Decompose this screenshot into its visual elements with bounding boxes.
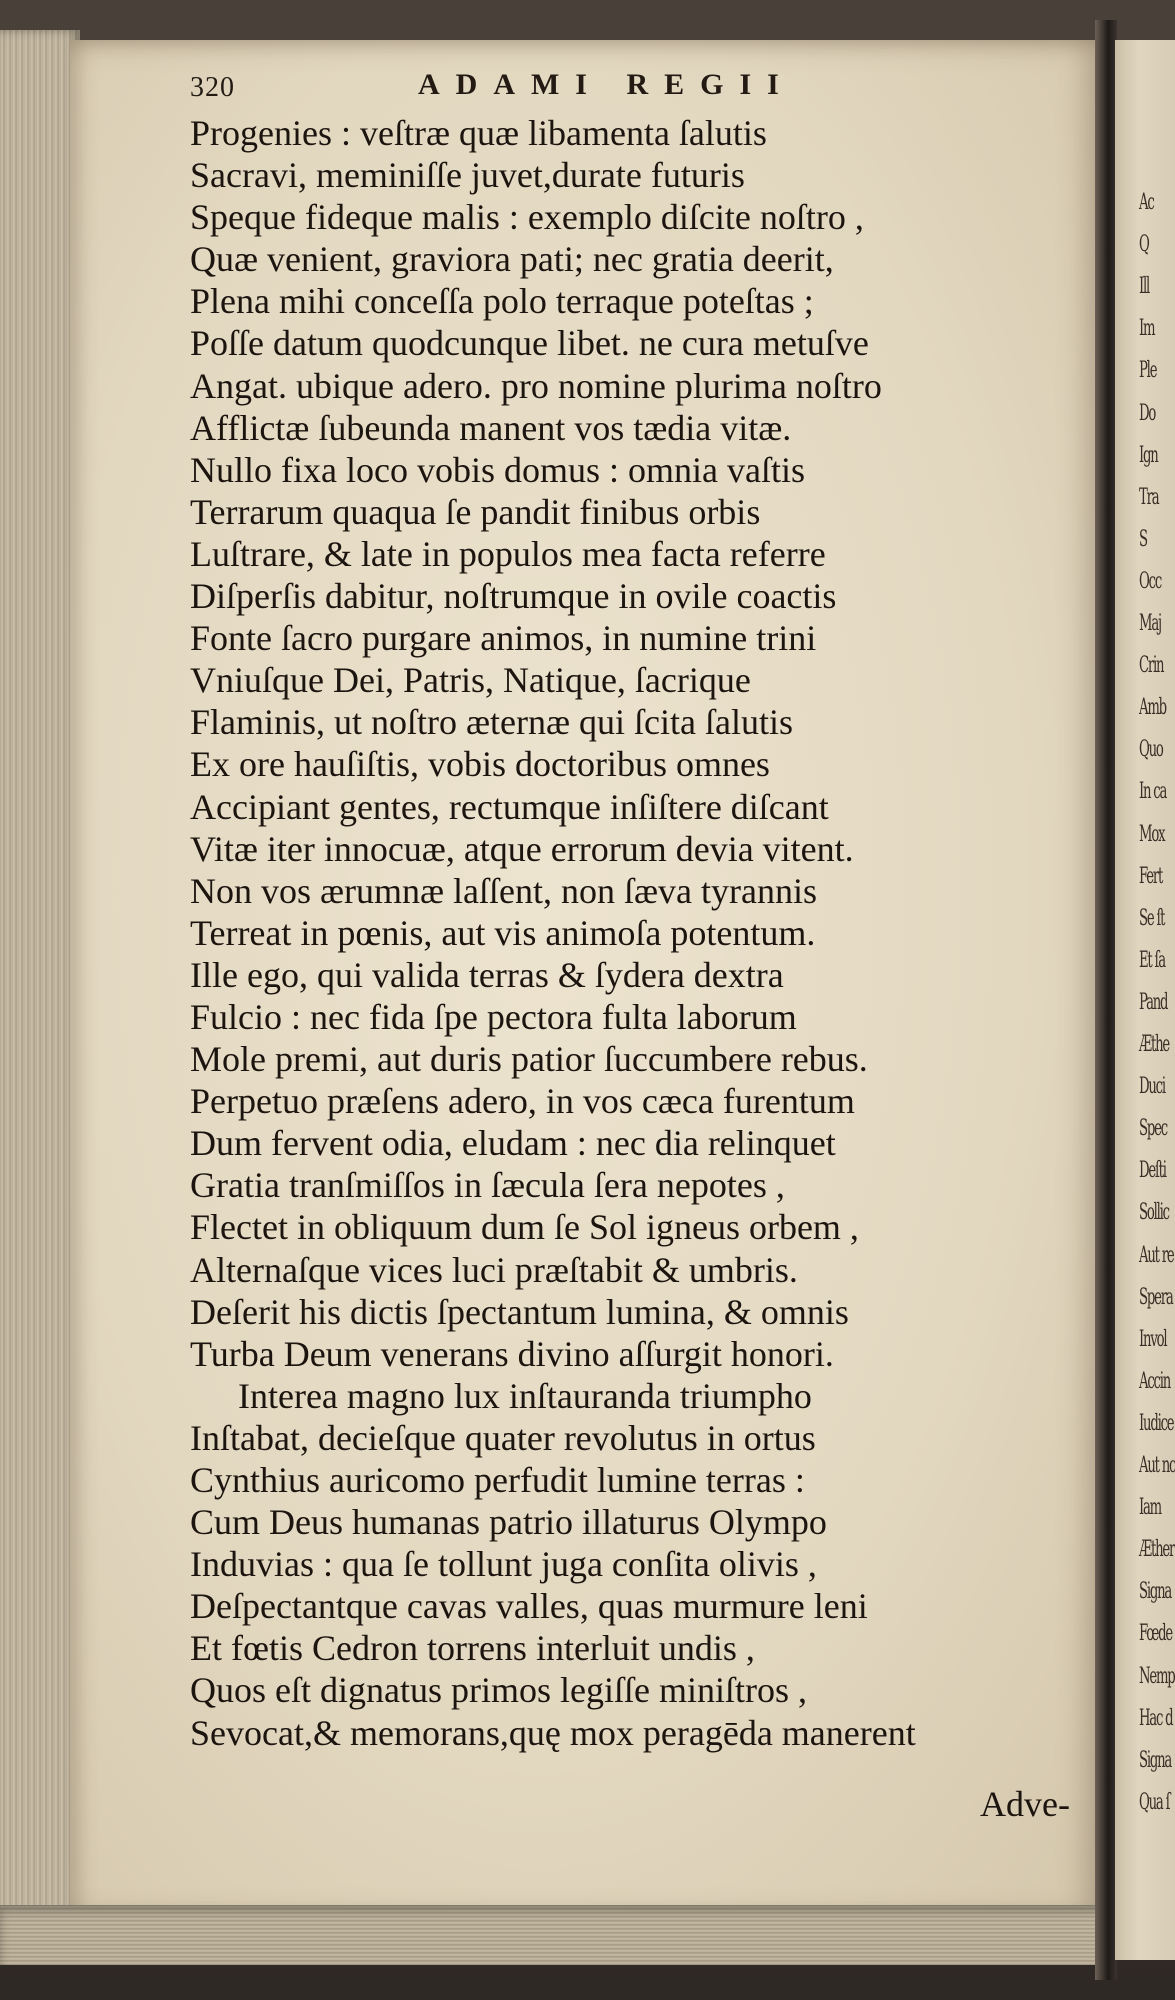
facing-page-fragment: Invol: [1139, 1326, 1167, 1352]
facing-page-fragment: Se ſt: [1139, 905, 1165, 931]
verse-line: Sacravi, meminiſſe juvet,durate futuris: [190, 155, 745, 196]
facing-page-fragment: Q: [1139, 232, 1149, 258]
facing-page-fragment: Pand: [1139, 989, 1168, 1015]
facing-page-fragment: Maj: [1139, 611, 1161, 636]
facing-page-fragment: Spec: [1139, 1116, 1167, 1142]
facing-page-fragment: Accin: [1139, 1368, 1171, 1394]
verse-line: Dum fervent odia, eludam : nec dia relinquet: [190, 1123, 836, 1164]
verse-line: Afflictæ ſubeunda manent vos tædia vitæ.: [190, 407, 792, 448]
verse-line: Luſtrare, & late in populos mea facta referre: [190, 533, 826, 574]
verse-line: Ex ore hauſiſtis, vobis doctoribus omnes: [190, 744, 770, 785]
verse-line: Cynthius auricomo perfudit lumine terras :: [190, 1460, 805, 1500]
verse-line: Diſperſis dabitur, noſtrumque in ovile coactis: [190, 576, 837, 617]
verse-line: Ille ego, qui valida terras & ſydera dextra: [190, 954, 784, 995]
verse-line: Gratia tranſmiſſos in ſæcula ſera nepotes ,: [190, 1165, 785, 1206]
verse-line: Mole premi, aut duris patior ſuccumbere rebus.: [190, 1039, 868, 1080]
page-edges-left: [0, 30, 80, 1960]
verse-line: Quæ venient, graviora pati; nec gratia deerit,: [190, 239, 834, 280]
running-head: ADAMI REGII: [418, 68, 795, 101]
facing-page-fragment: Qua ſ: [1139, 1789, 1170, 1815]
verse-line: Poſſe datum quodcunque libet. ne cura metuſve: [190, 323, 869, 364]
facing-page-fragment: Iam: [1139, 1495, 1162, 1521]
facing-page-fragment: Duci: [1139, 1074, 1165, 1100]
facing-page-fragment: Occ: [1139, 568, 1162, 594]
facing-page-fragment: Ill: [1139, 274, 1150, 300]
facing-page-fragment: Aut nc: [1139, 1453, 1175, 1478]
page-number: 320: [190, 72, 235, 103]
verse-line: Non vos ærumnæ laſſent, non ſæva tyrannis: [190, 870, 817, 911]
verse-line: Speque fideque malis : exemplo diſcite noſtro ,: [190, 197, 864, 238]
verse-line: Perpetuo præſens adero, in vos cæca furentum: [190, 1081, 855, 1122]
facing-page-fragment: Ign: [1139, 442, 1158, 468]
verse-line: Flectet in obliquum dum ſe Sol igneus orbem ,: [190, 1207, 859, 1248]
verse-line: Progenies : veſtræ quæ libamenta ſalutis: [190, 113, 767, 153]
facing-page-fragment: Crin: [1139, 653, 1164, 679]
facing-page-fragment: Nemp: [1139, 1663, 1175, 1689]
facing-page-fragment: Hac d: [1139, 1705, 1173, 1731]
facing-page-fragment: Tra: [1139, 484, 1159, 510]
facing-page-fragment: Fœde: [1139, 1621, 1172, 1647]
facing-page-fragment: Mox: [1139, 821, 1165, 847]
facing-page-fragment: Do: [1139, 400, 1156, 426]
facing-page-fragment: Ac: [1139, 190, 1154, 215]
facing-page-fragment: Iudice: [1139, 1410, 1174, 1436]
verse-line: Nullo fixa loco vobis domus : omnia vaſtis: [190, 449, 805, 490]
facing-page-fragment: Sollic: [1139, 1200, 1169, 1226]
facing-page-fragment: Signa: [1139, 1579, 1172, 1605]
verse-text: [190, 112, 1090, 1754]
page-header: [190, 68, 1050, 112]
verse-line: Vniuſque Dei, Patris, Natique, ſacrique: [190, 660, 751, 701]
verse-line: Et fœtis Cedron torrens interluit undis ,: [190, 1628, 755, 1669]
verse-line: Deſerit his dictis ſpectantum lumina, & omnis: [190, 1291, 849, 1332]
verse-line: Terreat in pœnis, aut vis animoſa potentum.: [190, 912, 816, 953]
facing-page-fragment: Aut re: [1139, 1242, 1174, 1268]
verse-line: Cum Deus humanas patrio illaturus Olympo: [190, 1502, 827, 1543]
facing-page-fragment: Fert: [1139, 863, 1163, 889]
verse-line: Interea magno lux inſtauranda triumpho: [238, 1375, 812, 1416]
catchword: Adve-: [980, 1784, 1070, 1824]
verse-line: Alternaſque vices luci præſtabit & umbris.: [190, 1249, 798, 1290]
facing-page-fragment: Ple: [1139, 358, 1157, 384]
verse-line: Fonte ſacro purgare animos, in numine trini: [190, 618, 817, 659]
verse-line: Quos eſt dignatus primos legiſſe miniſtros ,: [190, 1670, 807, 1711]
facing-page-fragment: Deſti: [1139, 1158, 1166, 1184]
verse-line: Induvias : qua ſe tollunt juga conſita olivis ,: [190, 1544, 817, 1585]
verse-line: Flaminis, ut noſtro æternæ qui ſcita ſalutis: [190, 702, 793, 743]
verse-line: Angat. ubique adero. pro nomine plurima noſtro: [190, 365, 882, 406]
facing-page-fragment: Im: [1139, 316, 1155, 342]
facing-page-fragment: Amb: [1139, 695, 1166, 721]
verse-line: Terrarum quaqua ſe pandit finibus orbis: [190, 491, 761, 532]
facing-page-fragment: Et ſa: [1139, 947, 1165, 973]
verse-line: Turba Deum venerans divino aſſurgit honori.: [190, 1333, 834, 1374]
verse-line: Fulcio : nec fida ſpe pectora fulta laborum: [190, 996, 797, 1037]
facing-page-fragment: Æthe: [1139, 1032, 1170, 1057]
facing-page-fragment: S: [1139, 526, 1147, 552]
book-gutter: [1095, 20, 1117, 1980]
verse-line: Plena mihi conceſſa polo terraque poteſtas ;: [190, 281, 814, 322]
verse-line: Vitæ iter innocuæ, atque errorum devia vitent.: [190, 828, 854, 869]
facing-page-fragment: Æther: [1139, 1537, 1175, 1563]
verse-line: Accipiant gentes, rectumque inſiſtere diſcant: [190, 786, 829, 827]
facing-page: [1115, 40, 1175, 1960]
facing-page-fragment: Quo: [1139, 737, 1163, 763]
verse-line: Deſpectantque cavas valles, quas murmure leni: [190, 1586, 868, 1627]
facing-page-fragment: Signa: [1139, 1747, 1172, 1773]
page-edges-bottom: [0, 1905, 1110, 1965]
verse-line: Inſtabat, decieſque quater revolutus in ortus: [190, 1417, 816, 1458]
verse-line: Sevocat,& memorans,quę mox peragēda manerent: [190, 1712, 916, 1753]
facing-page-fragment: Spera: [1139, 1284, 1173, 1310]
facing-page-fragment: In ca: [1139, 779, 1167, 805]
